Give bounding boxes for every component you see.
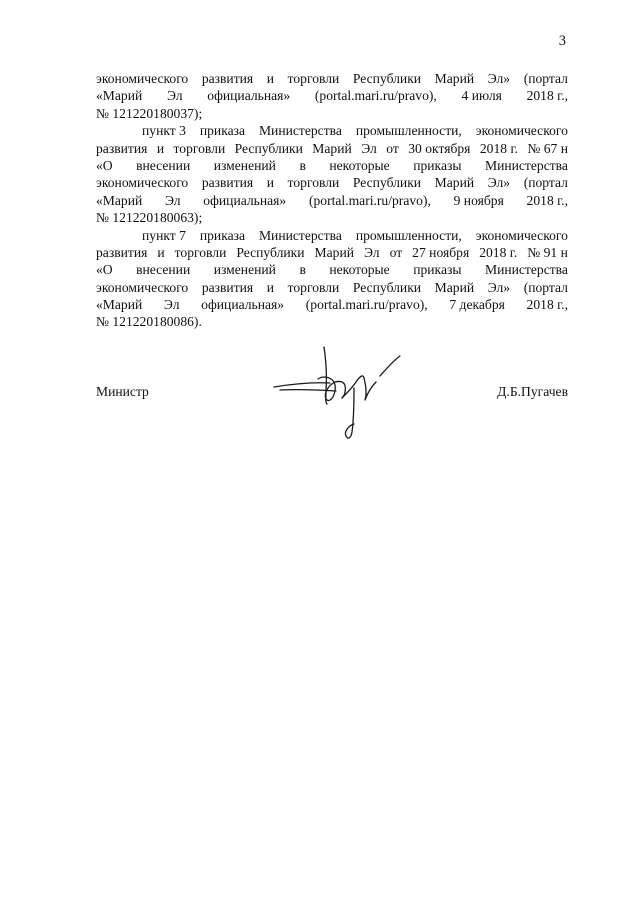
text-word: № 121220180086). bbox=[96, 314, 202, 330]
text-word: развития bbox=[96, 244, 148, 260]
text-word: экономического bbox=[96, 71, 189, 86]
text-word: официальная» bbox=[207, 88, 291, 104]
text-word: Республики bbox=[352, 71, 422, 86]
text-word: «О bbox=[96, 157, 113, 173]
text-word: и bbox=[156, 140, 165, 156]
text-word: внесении bbox=[136, 262, 191, 278]
text-word: Эл bbox=[361, 140, 377, 156]
text-word: 2018 г., bbox=[526, 192, 568, 208]
text-line bbox=[96, 227, 568, 244]
text-word: экономического bbox=[475, 123, 568, 139]
text-word: официальная» bbox=[203, 192, 287, 208]
text-word: 4 июля bbox=[461, 88, 502, 104]
position-title: Министр bbox=[96, 384, 149, 399]
text-word: развития bbox=[201, 279, 254, 295]
text-word: экономического bbox=[96, 279, 189, 295]
text-word: Марий bbox=[434, 175, 475, 191]
text-word: Эл bbox=[364, 244, 380, 260]
text-word: Марий bbox=[314, 244, 355, 260]
text-word: № 121220180063); bbox=[96, 210, 203, 226]
text-word: 27 ноября bbox=[412, 244, 470, 260]
text-word: экономического bbox=[475, 227, 568, 243]
text-word: Министерства bbox=[484, 262, 568, 278]
text-word: приказа bbox=[199, 227, 246, 243]
text-word: пункт 7 bbox=[142, 227, 186, 243]
text-word: «О bbox=[96, 262, 113, 278]
text-word: приказы bbox=[413, 157, 462, 173]
text-line bbox=[96, 140, 568, 157]
text-word: 9 ноября bbox=[453, 192, 504, 208]
text-word: (portal.mari.ru/pravo), bbox=[308, 192, 431, 208]
text-word: пункт 3 bbox=[142, 123, 186, 139]
text-word: № 121220180037); bbox=[96, 105, 203, 121]
text-word: 2018 г., bbox=[526, 88, 568, 104]
text-word: Республики bbox=[352, 279, 422, 295]
text-line bbox=[96, 279, 568, 296]
text-word: Министерства bbox=[258, 227, 342, 243]
text-word: № 67 н bbox=[527, 140, 568, 156]
text-word: торговли bbox=[287, 279, 340, 295]
text-word: официальная» bbox=[201, 297, 285, 313]
text-word: некоторые bbox=[329, 157, 390, 173]
text-line bbox=[96, 313, 568, 330]
text-word: изменений bbox=[213, 157, 276, 173]
text-word: изменений bbox=[213, 262, 276, 278]
text-word: и bbox=[266, 175, 275, 191]
text-word: (портал bbox=[523, 175, 568, 191]
text-word: Эл bbox=[166, 88, 183, 104]
text-word: и bbox=[266, 279, 275, 295]
page-number: 3 bbox=[558, 33, 566, 49]
text-word: промышленности, bbox=[355, 123, 462, 139]
text-word: торговли bbox=[287, 71, 340, 86]
text-word: 30 октября bbox=[408, 140, 471, 156]
handwritten-signature bbox=[272, 346, 412, 446]
text-word: № 91 н bbox=[527, 244, 568, 260]
text-word: и bbox=[266, 71, 275, 86]
text-word: в bbox=[299, 262, 306, 278]
text-word: Республики bbox=[352, 175, 422, 191]
text-line bbox=[96, 87, 568, 104]
text-word: (portal.mari.ru/pravo), bbox=[314, 88, 437, 104]
text-word: Эл bbox=[163, 297, 180, 313]
signer-name: Д.Б.Пугачев bbox=[497, 384, 568, 399]
text-line bbox=[96, 174, 568, 191]
text-line bbox=[96, 209, 568, 226]
text-word: 2018 г., bbox=[526, 297, 568, 313]
text-word: «Марий bbox=[96, 297, 143, 313]
text-word: развития bbox=[96, 140, 148, 156]
text-word: развития bbox=[201, 175, 254, 191]
text-line bbox=[96, 296, 568, 313]
text-word: развития bbox=[201, 71, 254, 86]
text-line bbox=[96, 192, 568, 209]
text-word: Эл» bbox=[487, 175, 511, 191]
text-line bbox=[96, 157, 568, 174]
document-body bbox=[96, 70, 568, 331]
text-word: Эл bbox=[164, 192, 181, 208]
text-word: экономического bbox=[96, 175, 189, 191]
text-word: некоторые bbox=[329, 262, 390, 278]
text-word: «Марий bbox=[96, 88, 143, 104]
text-word: Марий bbox=[434, 279, 475, 295]
text-word: (портал bbox=[523, 279, 568, 295]
signature-block bbox=[96, 374, 568, 454]
text-word: торговли bbox=[173, 140, 226, 156]
text-word: от bbox=[386, 140, 399, 156]
text-word: 7 декабря bbox=[449, 297, 505, 313]
text-word: приказы bbox=[413, 262, 462, 278]
text-word: (портал bbox=[523, 71, 568, 86]
text-word: (portal.mari.ru/pravo), bbox=[305, 297, 428, 313]
text-word: Марий bbox=[434, 71, 475, 86]
text-word: 2018 г. bbox=[479, 244, 518, 260]
text-word: в bbox=[299, 157, 306, 173]
text-word: Марий bbox=[312, 140, 352, 156]
text-line bbox=[96, 105, 568, 122]
text-word: внесении bbox=[136, 157, 191, 173]
text-word: Министерства bbox=[258, 123, 342, 139]
text-word: и bbox=[157, 244, 165, 260]
text-word: Эл» bbox=[487, 279, 511, 295]
text-word: Республики bbox=[234, 140, 303, 156]
text-word: торговли bbox=[174, 244, 227, 260]
text-word: от bbox=[389, 244, 403, 260]
text-line bbox=[96, 122, 568, 139]
text-word: промышленности, bbox=[355, 227, 462, 243]
text-word: Эл» bbox=[487, 71, 511, 86]
text-word: Республики bbox=[236, 244, 305, 260]
text-word: «Марий bbox=[96, 192, 143, 208]
text-line bbox=[96, 70, 568, 87]
text-word: торговли bbox=[287, 175, 340, 191]
text-line bbox=[96, 244, 568, 261]
text-word: Министерства bbox=[484, 157, 568, 173]
text-line bbox=[96, 261, 568, 278]
text-word: приказа bbox=[199, 123, 246, 139]
text-word: 2018 г. bbox=[479, 140, 518, 156]
